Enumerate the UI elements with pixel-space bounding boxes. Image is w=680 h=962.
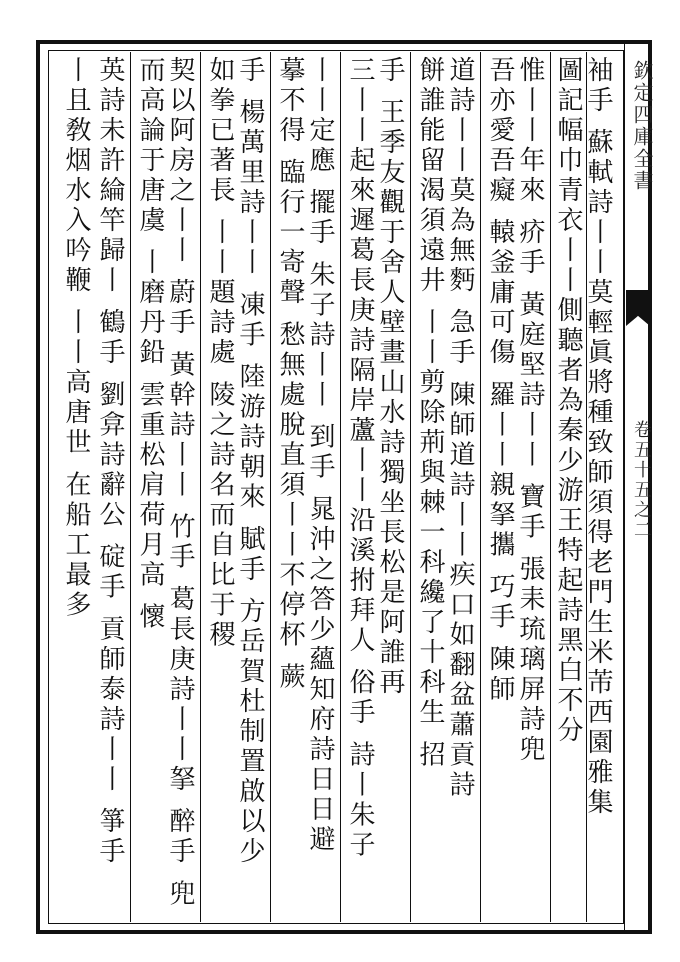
- text-column-6: 餅誰能留渴須遠井 丨丨剪除荊與棘一科纔了十科生 招: [415, 56, 445, 771]
- text-column-12: 如拳已著長 丨丨題詩處 陵之詩名而自比于稷: [205, 56, 235, 651]
- text-column-9: 丨丨定應 擺手 朱子詩丨丨 到手 晁沖之答少蘊知府詩日日避: [305, 56, 335, 856]
- book-title: 欽定四庫全書: [630, 60, 654, 192]
- text-column-8: 三丨丨起來遲葛長庚詩隔岸蘆丨丨沿溪拊拜人 俗手 詩丨朱子: [345, 56, 375, 861]
- text-column-15: 英詩未許綸竿歸丨 鶴手 劉弇詩辭公 碇手 貢師泰詩丨丨 箏手: [95, 56, 125, 868]
- text-column-14: 而高論于唐虞 丨磨丹鉛 雲重松肩荷月高 懷: [135, 56, 165, 633]
- text-column-16: 丨且敎烟水入吟鞭 丨丨高唐世 在船工最多: [61, 56, 91, 621]
- text-column-10: 摹不得 臨行一寄聲 愁無處脫直須丨丨不停杯 蕨: [275, 56, 305, 693]
- text-column-1: 袖手 蘇軾詩丨丨莫輕眞將種致師須得老門生米芾西園雅集: [583, 56, 613, 819]
- text-column-11: 手 楊萬里詩丨丨 凍手 陸游詩朝來 賦手 方岳賀杜制置啟以少: [235, 56, 265, 868]
- text-column-3: 惟丨丨年來 疥手 黃庭堅詩丨丨 寶手 張耒琉璃屏詩兜: [515, 56, 545, 766]
- text-column-13: 契以阿房之丨丨 蔚手 黃幹詩丨丨 竹手 葛長庚詩丨丨拏 醉手 兜: [165, 56, 195, 910]
- text-column-7: 手 王季友觀于舍人壁畫山水詩獨坐長松是阿誰再: [375, 56, 405, 699]
- text-column-5: 道詩丨丨莫為無麪 急手 陳師道詩丨丨疾口如翻盆蕭貢詩: [445, 56, 475, 801]
- text-column-4: 吾亦愛吾癡 轅釜庸可傷 羅丨丨親拏攜 巧手 陳師: [485, 56, 515, 706]
- text-column-2: 圖記幅巾青衣丨丨側聽者為秦少游王特起詩黑白不分: [553, 56, 583, 746]
- chapter-label: 卷五十五之二: [631, 420, 652, 540]
